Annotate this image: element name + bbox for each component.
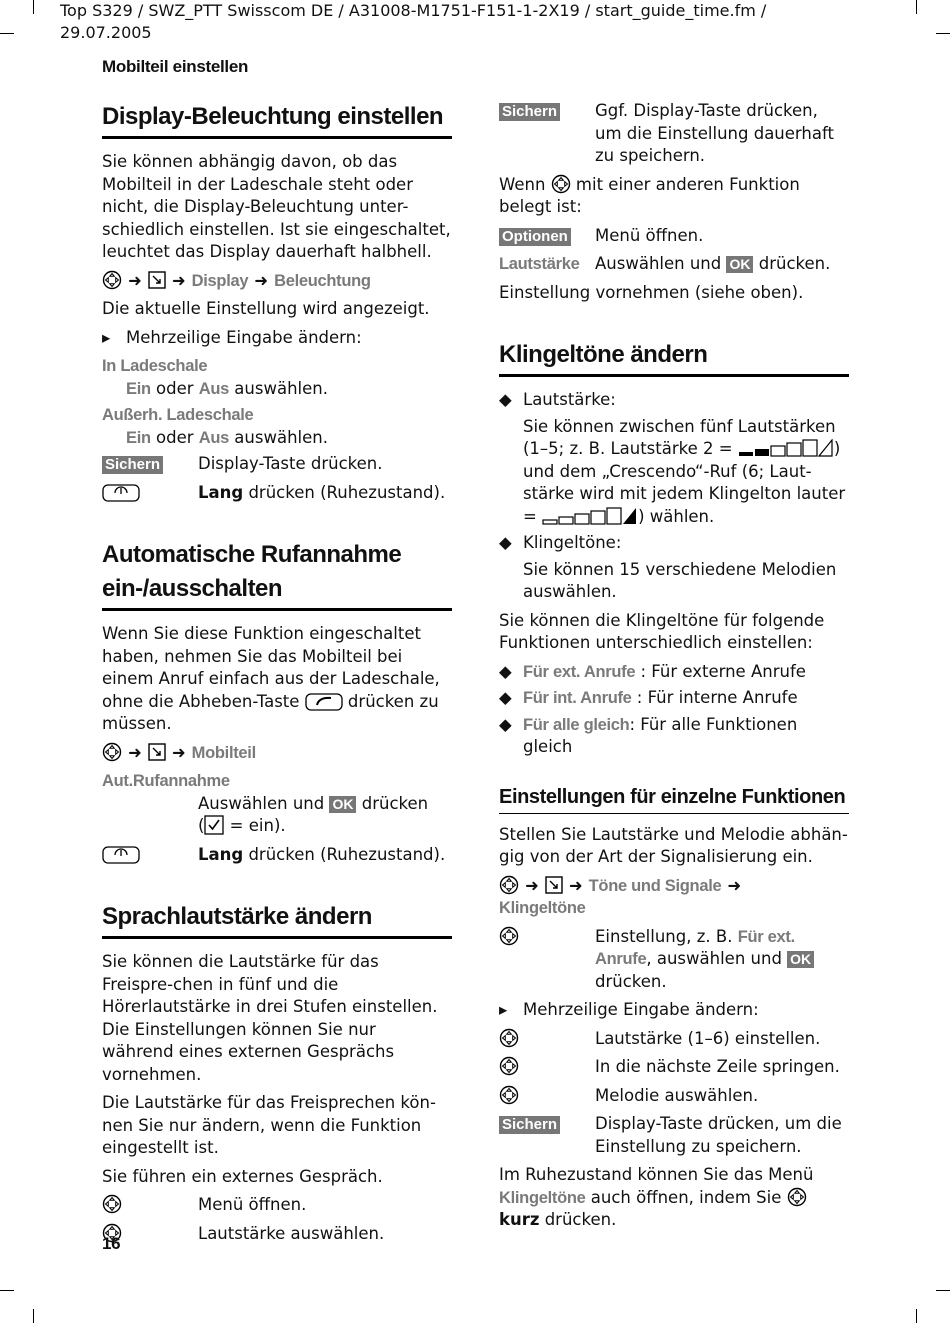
list-item: ◆ Lautstärke: Sie können zwischen fünf Lautstärken (1–5; z. B. Lautstärke 2 = ) und dem „Crescendo“-Ruf (6; Laut-stärke wird mit jedem Klingelton lauter = ) wählen.	[499, 389, 849, 528]
paragraph: Wenn mit einer anderen Funktion belegt ist:	[499, 174, 800, 216]
crop-mark	[33, 0, 34, 14]
diamond-bullet-icon: ◆	[499, 714, 512, 734]
arrow-icon: ➜	[525, 875, 539, 895]
paragraph: Die Lautstärke für das Freisprechen kön-nen Sie nur ändern, wenn die Funktion eingestellt ist.	[102, 1093, 436, 1157]
menu-item-ringtones: Klingeltöne	[499, 899, 586, 917]
triangle-bullet-icon: ▸	[499, 1000, 508, 1019]
crop-mark	[0, 33, 14, 34]
menu-item-handset: Mobilteil	[191, 743, 256, 762]
arrow-icon: ➜	[254, 270, 269, 290]
right-column	[499, 100, 849, 1238]
softkey-save: Sichern	[499, 1116, 560, 1134]
ok-key: OK	[726, 256, 753, 273]
option-in-cradle: In Ladeschale Ein oder Aus auswählen.	[102, 355, 452, 400]
instruction: ▸ Mehrzeilige Eingabe ändern:	[102, 327, 452, 350]
option-label: In Ladeschale	[102, 357, 208, 375]
option-outside-cradle: Außerh. Ladeschale Ein oder Aus auswählen.	[102, 404, 452, 449]
header-line: Top S329 / SWZ_PTT Swisscom DE / A31008-M1751-F151-1-2X19 / start_guide_time.fm /	[60, 1, 767, 20]
list-item: ◆ Für int. Anrufe : Für interne Anrufe	[499, 687, 849, 710]
crescendo-icon	[542, 507, 638, 525]
step-row: Lautstärke (1–6) einstellen.	[499, 1028, 849, 1051]
paragraph: Sie können die Klingeltöne für folgende Funktionen unterschiedlich einstellen:	[499, 610, 825, 652]
arrow-icon: ➜	[128, 742, 142, 762]
step-row: Lang drücken (Ruhezustand).	[102, 482, 452, 505]
crop-mark	[936, 1290, 950, 1291]
crop-mark	[0, 1290, 14, 1291]
menu-icon	[148, 271, 166, 289]
value-on: Ein	[126, 428, 151, 447]
checkbox-checked-icon	[204, 815, 224, 835]
list-item: ◆ Klingeltöne: Sie können 15 verschiedene Melodien auswählen.	[499, 532, 849, 604]
crop-mark	[916, 0, 917, 14]
menu-item-tones: Töne und Signale	[588, 876, 722, 895]
menu-path	[102, 742, 452, 765]
navigation-key-icon	[499, 1028, 519, 1048]
option-label: Aut.Rufannahme	[102, 772, 230, 790]
section-title-speech-volume: Sprachlautstärke ändern	[102, 900, 452, 939]
paragraph: Stellen Sie Lautstärke und Melodie abhän-gig von der Art der Signalisierung ein.	[499, 824, 848, 866]
end-call-key-icon	[102, 846, 140, 864]
list-item: ◆ Für alle gleich: Für alle Funktionen gleich	[499, 714, 849, 759]
option-label: Außerh. Ladeschale	[102, 406, 254, 424]
section-tag: Mobilteil einstellen	[102, 57, 249, 76]
section-title-auto-answer: Automatische Rufannahme ein-/ausschalten	[102, 538, 452, 611]
step-row: Lautstärke Auswählen und OK drücken.	[499, 254, 831, 273]
menu-path	[102, 270, 452, 293]
menu-path	[499, 875, 849, 920]
step-row: Auswählen und OK drücken ( = ein).	[198, 793, 429, 835]
navigation-key-icon	[499, 875, 519, 895]
softkey-options: Optionen	[499, 228, 571, 246]
talk-key-icon	[305, 693, 343, 711]
paragraph: Die aktuelle Einstellung wird angezeigt.	[102, 299, 430, 318]
softkey-save: Sichern	[499, 103, 560, 121]
list-item: ◆ Für ext. Anrufe : Für externe Anrufe	[499, 661, 849, 684]
volume-level-icon	[738, 439, 834, 457]
paragraph: Sie können abhängig davon, ob das Mobilteil in der Ladeschale steht oder nicht, die Display-Beleuchtung unter-schiedlich einstellen. Ist sie eingeschaltet, leuchtet das Display dauerhaft halbhell.	[102, 152, 451, 261]
instruction: ▸ Mehrzeilige Eingabe ändern:	[499, 999, 849, 1022]
document-header	[60, 0, 860, 44]
paragraph: Einstellung vornehmen (siehe oben).	[499, 282, 804, 302]
menu-icon	[545, 876, 563, 894]
step-row: Einstellung, z. B. Für ext. Anrufe, auswählen und OK drücken.	[499, 926, 849, 994]
value-off: Aus	[198, 428, 230, 447]
diamond-bullet-icon: ◆	[499, 390, 512, 409]
menu-item-lighting: Beleuchtung	[274, 271, 371, 290]
crop-mark	[916, 1309, 917, 1323]
navigation-key-icon	[787, 1187, 807, 1207]
step-row: Lang drücken (Ruhezustand).	[102, 844, 452, 867]
value-on: Ein	[126, 379, 151, 398]
arrow-icon: ➜	[128, 270, 142, 290]
left-column	[102, 100, 452, 1251]
diamond-bullet-icon: ◆	[499, 661, 512, 681]
arrow-icon: ➜	[727, 875, 742, 895]
step-row: In die nächste Zeile springen.	[499, 1056, 849, 1079]
navigation-key-icon	[499, 926, 519, 946]
crop-mark	[936, 33, 950, 34]
step-row: Sichern Display-Taste drücken, um die Einstellung zu speichern.	[499, 1113, 849, 1158]
diamond-bullet-icon: ◆	[499, 533, 512, 552]
step-row: Melodie auswählen.	[499, 1085, 849, 1108]
menu-item-display: Display	[191, 271, 249, 290]
step-row: Optionen Menü öffnen.	[499, 225, 849, 248]
triangle-bullet-icon: ▸	[102, 327, 111, 347]
header-date: 29.07.2005	[60, 23, 152, 42]
menu-icon	[148, 743, 166, 761]
paragraph: Sie können die Lautstärke für das Freispre-chen in fünf und die Hörerlautstärke in drei Stufen einstellen. Die Einstellungen können Sie nur während eines externen Gesprächs vornehmen.	[102, 952, 438, 1084]
step-row: Sichern Ggf. Display-Taste drücken, um die Einstellung dauerhaft zu speichern.	[499, 100, 849, 168]
diamond-bullet-icon: ◆	[499, 688, 512, 707]
section-title-ringtones: Klingeltöne ändern	[499, 338, 849, 377]
ok-key: OK	[329, 796, 356, 813]
navigation-key-icon	[499, 1085, 519, 1105]
step-row: Lautstärke auswählen.	[102, 1223, 452, 1246]
arrow-icon: ➜	[568, 875, 583, 895]
navigation-key-icon	[102, 1194, 122, 1214]
menu-item-volume: Lautstärke	[499, 255, 580, 273]
paragraph: Wenn Sie diese Funktion eingeschaltet haben, nehmen Sie das Mobilteil bei einem Anruf einfach aus der Ladeschale, ohne die Abheben-Taste drücken zu müssen.	[102, 624, 440, 733]
page-number: 16	[102, 1234, 121, 1253]
section-title-display-lighting: Display-Beleuchtung einstellen	[102, 100, 452, 139]
step-row: Sichern Display-Taste drücken.	[102, 453, 452, 476]
step-row: Menü öffnen.	[102, 1194, 452, 1217]
arrow-icon: ➜	[171, 270, 186, 290]
section-title-individual-settings: Einstellungen für einzelne Funktionen	[499, 783, 849, 814]
navigation-key-icon	[102, 742, 122, 762]
crop-mark	[33, 1309, 34, 1323]
paragraph: Im Ruhezustand können Sie das Menü Klingeltöne auch öffnen, indem Sie kurz drücken.	[499, 1165, 814, 1229]
softkey-save: Sichern	[102, 456, 163, 474]
navigation-key-icon	[551, 174, 571, 194]
end-call-key-icon	[102, 484, 140, 502]
navigation-key-icon	[499, 1056, 519, 1076]
ok-key: OK	[787, 951, 814, 968]
paragraph: Sie führen ein externes Gespräch.	[102, 1166, 383, 1186]
navigation-key-icon	[102, 270, 122, 290]
value-off: Aus	[198, 379, 230, 398]
arrow-icon: ➜	[171, 742, 186, 762]
